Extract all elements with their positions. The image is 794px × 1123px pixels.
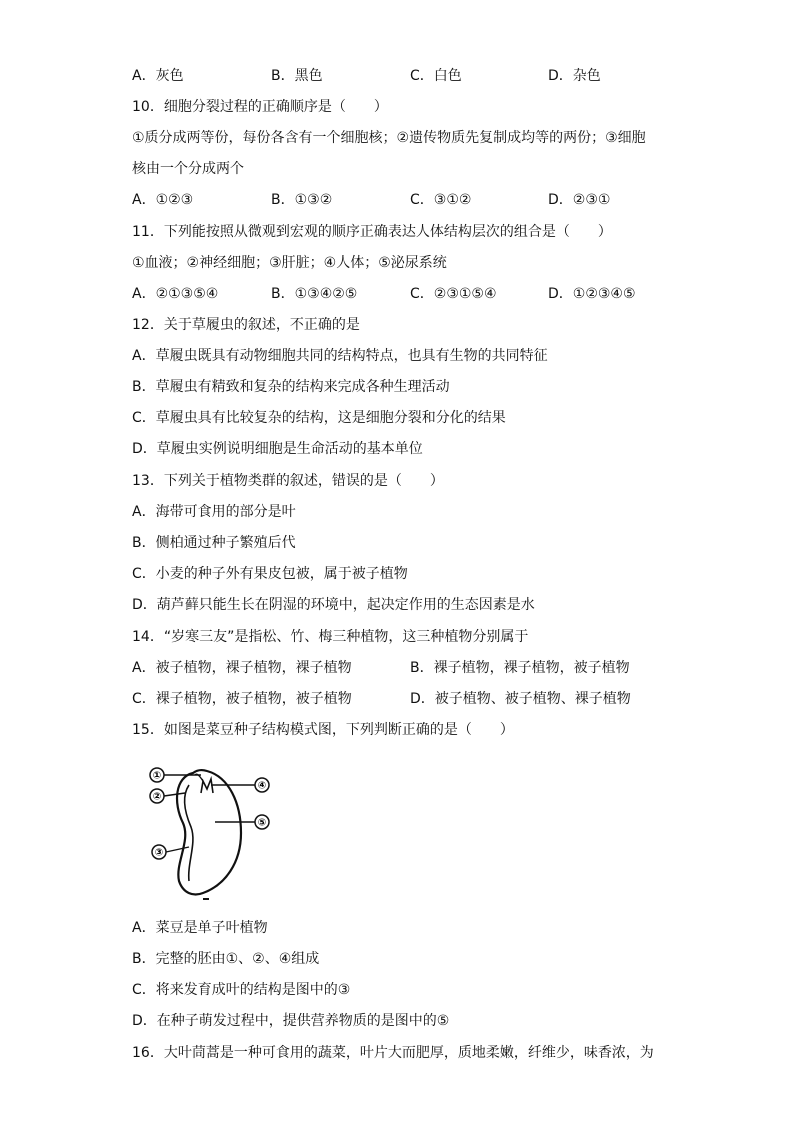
q15-option-a: A．菜豆是单子叶植物 — [132, 920, 268, 936]
q12-option-d: D．草履虫实例说明细胞是生命活动的基本单位 — [132, 441, 423, 457]
q15-option-d: D．在种子萌发过程中，提供营养物质的是图中的⑤ — [132, 1013, 450, 1029]
q9-option-a: A．灰色 — [132, 68, 184, 84]
q13-option-b: B．侧柏通过种子繁殖后代 — [132, 535, 296, 551]
q10-text-line1: ①质分成两等份，每份各含有一个细胞核；②遗传物质先复制成均等的两份；③细胞 — [132, 130, 646, 146]
q10-option-c: C．③①② — [410, 192, 472, 208]
q11-text: ①血液；②神经细胞；③肝脏；④人体；⑤泌尿系统 — [132, 255, 447, 271]
q10-option-a: A．①②③ — [132, 192, 194, 208]
q12-option-c: C．草履虫具有比较复杂的结构，这是细胞分裂和分化的结果 — [132, 410, 506, 426]
q10-option-d: D．②③① — [548, 192, 611, 208]
q16-stem: 16．大叶茼蒿是一种可食用的蔬菜，叶片大而肥厚，质地柔嫩，纤维少，味香浓，为 — [132, 1045, 654, 1061]
q14-option-c: C．裸子植物，被子植物，被子植物 — [132, 691, 352, 707]
q12-stem: 12．关于草履虫的叙述，不正确的是 — [132, 317, 360, 333]
q13-stem: 13．下列关于植物类群的叙述，错误的是（ ） — [132, 473, 444, 489]
q14-option-d: D．被子植物、被子植物、裸子植物 — [410, 691, 631, 707]
q10-option-b: B．①③② — [271, 192, 333, 208]
q14-option-a: A．被子植物，裸子植物，裸子植物 — [132, 660, 352, 676]
label-4 — [211, 778, 269, 792]
q15-option-c: C．将来发育成叶的结构是图中的③ — [132, 982, 351, 998]
q15-stem: 15．如图是菜豆种子结构模式图，下列判断正确的是（ ） — [132, 722, 514, 738]
q9-option-b: B．黑色 — [271, 68, 323, 84]
q11-option-b: B．①③④②⑤ — [271, 286, 358, 302]
q9-option-d: D．杂色 — [548, 68, 601, 84]
q14-option-b: B．裸子植物，裸子植物，被子植物 — [410, 660, 630, 676]
q13-option-d: D．葫芦藓只能生长在阴湿的环境中，起决定作用的生态因素是水 — [132, 597, 535, 613]
label-2-text: ② — [152, 791, 162, 803]
q11-option-d: D．①②③④⑤ — [548, 286, 636, 302]
q11-stem: 11．下列能按照从微观到宏观的顺序正确表达人体结构层次的组合是（ ） — [132, 224, 612, 240]
label-4-text: ④ — [257, 780, 267, 792]
q10-stem: 10．细胞分裂过程的正确顺序是（ ） — [132, 99, 388, 115]
q12-option-a: A．草履虫既具有动物细胞共同的结构特点，也具有生物的共同特征 — [132, 348, 548, 364]
q11-option-a: A．②①③⑤④ — [132, 286, 219, 302]
bean-seed-diagram — [145, 763, 280, 903]
q14-stem: 14．“岁寒三友”是指松、竹、梅三种植物，这三种植物分别属于 — [132, 629, 529, 645]
q10-text-line2: 核由一个分成两个 — [132, 161, 244, 177]
label-1 — [150, 768, 201, 782]
label-3-text: ③ — [154, 847, 164, 859]
label-1-text: ① — [152, 770, 162, 782]
q12-option-b: B．草履虫有精致和复杂的结构来完成各种生理活动 — [132, 379, 450, 395]
label-5-text: ⑤ — [257, 817, 267, 829]
q13-option-a: A．海带可食用的部分是叶 — [132, 504, 296, 520]
label-5 — [215, 815, 269, 829]
q13-option-c: C．小麦的种子外有果皮包被，属于被子植物 — [132, 566, 408, 582]
label-2 — [150, 789, 185, 803]
q9-option-c: C．白色 — [410, 68, 462, 84]
q15-option-b: B．完整的胚由①、②、④组成 — [132, 951, 320, 967]
q11-option-c: C．②③①⑤④ — [410, 286, 497, 302]
